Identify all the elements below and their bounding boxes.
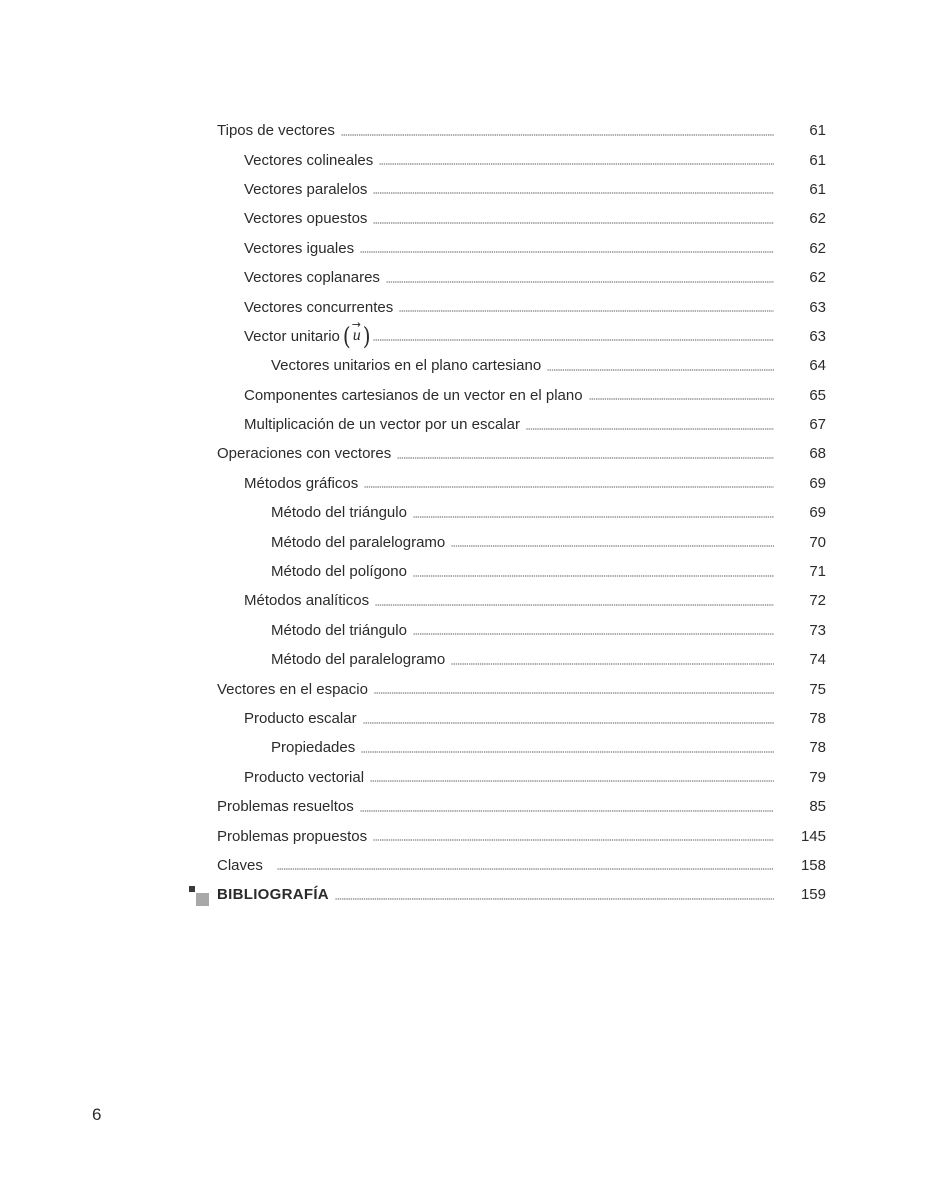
dot-leader — [413, 516, 774, 518]
section-marker-icon — [189, 886, 213, 906]
toc-page-number: 64 — [809, 357, 826, 375]
dot-leader — [589, 398, 774, 400]
dot-leader — [451, 545, 774, 547]
toc-page-number: 65 — [809, 386, 826, 404]
toc-page-number: 62 — [809, 210, 826, 228]
toc-page-number: 68 — [809, 445, 826, 463]
toc-entry[interactable] — [217, 410, 826, 439]
toc-page-number: 63 — [809, 327, 826, 345]
toc-page-number: 62 — [809, 269, 826, 287]
toc-page-number: 63 — [809, 298, 826, 316]
toc-entry-title: Propiedades — [271, 739, 356, 757]
toc-page-number: 145 — [800, 827, 826, 845]
toc-entry-title: Métodos gráficos — [244, 474, 359, 492]
dot-leader — [363, 722, 774, 724]
unit-vector-symbol — [342, 318, 371, 351]
toc-entry-title: Multiplicación de un vector por un escalar — [244, 416, 520, 434]
dot-leader — [547, 369, 774, 371]
toc-entry-title: Vectores colineales — [244, 151, 374, 169]
toc-entry[interactable] — [217, 733, 826, 762]
vector-arrow-icon: → — [351, 318, 361, 332]
dot-leader — [341, 134, 774, 136]
toc-entry[interactable] — [217, 792, 826, 821]
dot-leader — [373, 339, 774, 341]
dot-leader — [364, 486, 774, 488]
toc-entry-title: Producto escalar — [244, 710, 357, 727]
toc-entry[interactable] — [217, 704, 826, 733]
vector-u — [351, 318, 363, 345]
toc-page-number: 62 — [809, 239, 826, 257]
toc-entry-title: Método del paralelogramo — [271, 651, 446, 669]
dot-leader — [335, 898, 774, 900]
dot-leader — [361, 751, 774, 753]
toc-page-number: 61 — [809, 122, 826, 140]
toc-entry[interactable] — [217, 351, 826, 380]
toc-page-number: 74 — [809, 651, 826, 669]
toc-entry[interactable] — [217, 851, 826, 880]
dot-leader — [360, 810, 774, 812]
toc-entry-title: BIBLIOGRAFÍA — [217, 886, 329, 904]
toc-entry[interactable] — [217, 175, 826, 204]
right-parenthesis: ) — [362, 322, 371, 351]
toc-entry[interactable] — [217, 381, 826, 410]
toc-page-number: 78 — [809, 739, 826, 757]
toc-entry-title: Método del polígono — [271, 563, 407, 581]
toc-entry-title: Tipos de vectores — [217, 122, 335, 140]
dot-leader — [375, 604, 774, 606]
dot-leader — [413, 575, 774, 577]
dot-leader — [373, 222, 774, 224]
toc-page-number: 78 — [809, 710, 826, 727]
table-of-contents — [217, 116, 826, 910]
toc-entry[interactable] — [217, 318, 826, 351]
dot-leader — [397, 457, 774, 459]
toc-entry-title: Operaciones con vectores — [217, 445, 392, 463]
toc-entry[interactable] — [217, 116, 826, 145]
toc-entry[interactable] — [217, 821, 826, 850]
toc-entry-title: Producto vectorial — [244, 768, 365, 786]
toc-entry-title: Vectores unitarios en el plano cartesiano — [271, 357, 542, 375]
toc-entry-title: Vector unitario — [244, 327, 340, 345]
toc-entry[interactable] — [217, 586, 826, 615]
toc-entry-title: Componentes cartesianos de un vector en el plano — [244, 386, 583, 404]
toc-entry-title: Problemas propuestos — [217, 827, 368, 845]
toc-entry-title: Vectores concurrentes — [244, 298, 394, 316]
dot-leader — [374, 692, 774, 694]
toc-page-number: 61 — [809, 180, 826, 198]
toc-page-number: 70 — [809, 533, 826, 551]
vector-letter: u — [352, 327, 361, 345]
dot-leader — [413, 633, 774, 635]
toc-entry[interactable] — [217, 469, 826, 498]
toc-entry[interactable] — [217, 263, 826, 292]
dot-leader — [399, 310, 774, 312]
toc-entry[interactable] — [217, 557, 826, 586]
dot-leader — [360, 251, 774, 253]
marker-square-small — [189, 886, 195, 892]
toc-entry-title: Método del triángulo — [271, 504, 407, 522]
dot-leader — [451, 663, 774, 665]
page-number: 6 — [92, 1105, 102, 1124]
toc-page-number: 75 — [809, 680, 826, 698]
dot-leader — [370, 780, 774, 782]
toc-entry-title: Vectores opuestos — [244, 210, 368, 228]
toc-page-number: 79 — [809, 768, 826, 786]
toc-page-number: 158 — [800, 856, 826, 874]
toc-page-number: 61 — [809, 151, 826, 169]
toc-entry-title: Método del paralelogramo — [271, 533, 446, 551]
marker-square-large — [196, 893, 209, 906]
toc-entry-title: Método del triángulo — [271, 621, 407, 639]
toc-entry-title: Claves — [217, 856, 263, 874]
toc-entry[interactable] — [217, 616, 826, 645]
toc-entry-title: Vectores coplanares — [244, 269, 380, 287]
toc-entry-title: Vectores iguales — [244, 239, 355, 257]
toc-entry[interactable] — [217, 674, 826, 703]
toc-page-number: 85 — [809, 798, 826, 816]
toc-entry[interactable] — [217, 645, 826, 674]
toc-entry-bibliography[interactable] — [217, 880, 826, 909]
toc-page-number: 72 — [809, 592, 826, 610]
toc-entry[interactable] — [217, 763, 826, 792]
toc-entry[interactable] — [217, 439, 826, 468]
toc-entry[interactable] — [217, 498, 826, 527]
toc-page-number: 73 — [809, 621, 826, 639]
toc-entry[interactable] — [217, 292, 826, 321]
toc-entry-title: Vectores paralelos — [244, 180, 368, 198]
toc-page-number: 71 — [809, 563, 826, 581]
left-parenthesis: ( — [342, 322, 351, 351]
toc-page-number: 67 — [809, 416, 826, 434]
toc-entry[interactable] — [217, 527, 826, 556]
toc-entry[interactable] — [217, 234, 826, 263]
toc-page-number: 69 — [809, 474, 826, 492]
dot-leader — [277, 868, 774, 870]
toc-entry[interactable] — [217, 204, 826, 233]
toc-page-number: 159 — [800, 886, 826, 904]
toc-entry-title: Problemas resueltos — [217, 798, 354, 816]
toc-entry[interactable] — [217, 145, 826, 174]
toc-entry-title: Vectores en el espacio — [217, 680, 368, 698]
dot-leader — [526, 428, 774, 430]
dot-leader — [373, 839, 774, 841]
dot-leader — [386, 281, 774, 283]
dot-leader — [373, 192, 774, 194]
dot-leader — [379, 163, 774, 165]
toc-page-number: 69 — [809, 504, 826, 522]
toc-entry-title: Métodos analíticos — [244, 592, 370, 610]
